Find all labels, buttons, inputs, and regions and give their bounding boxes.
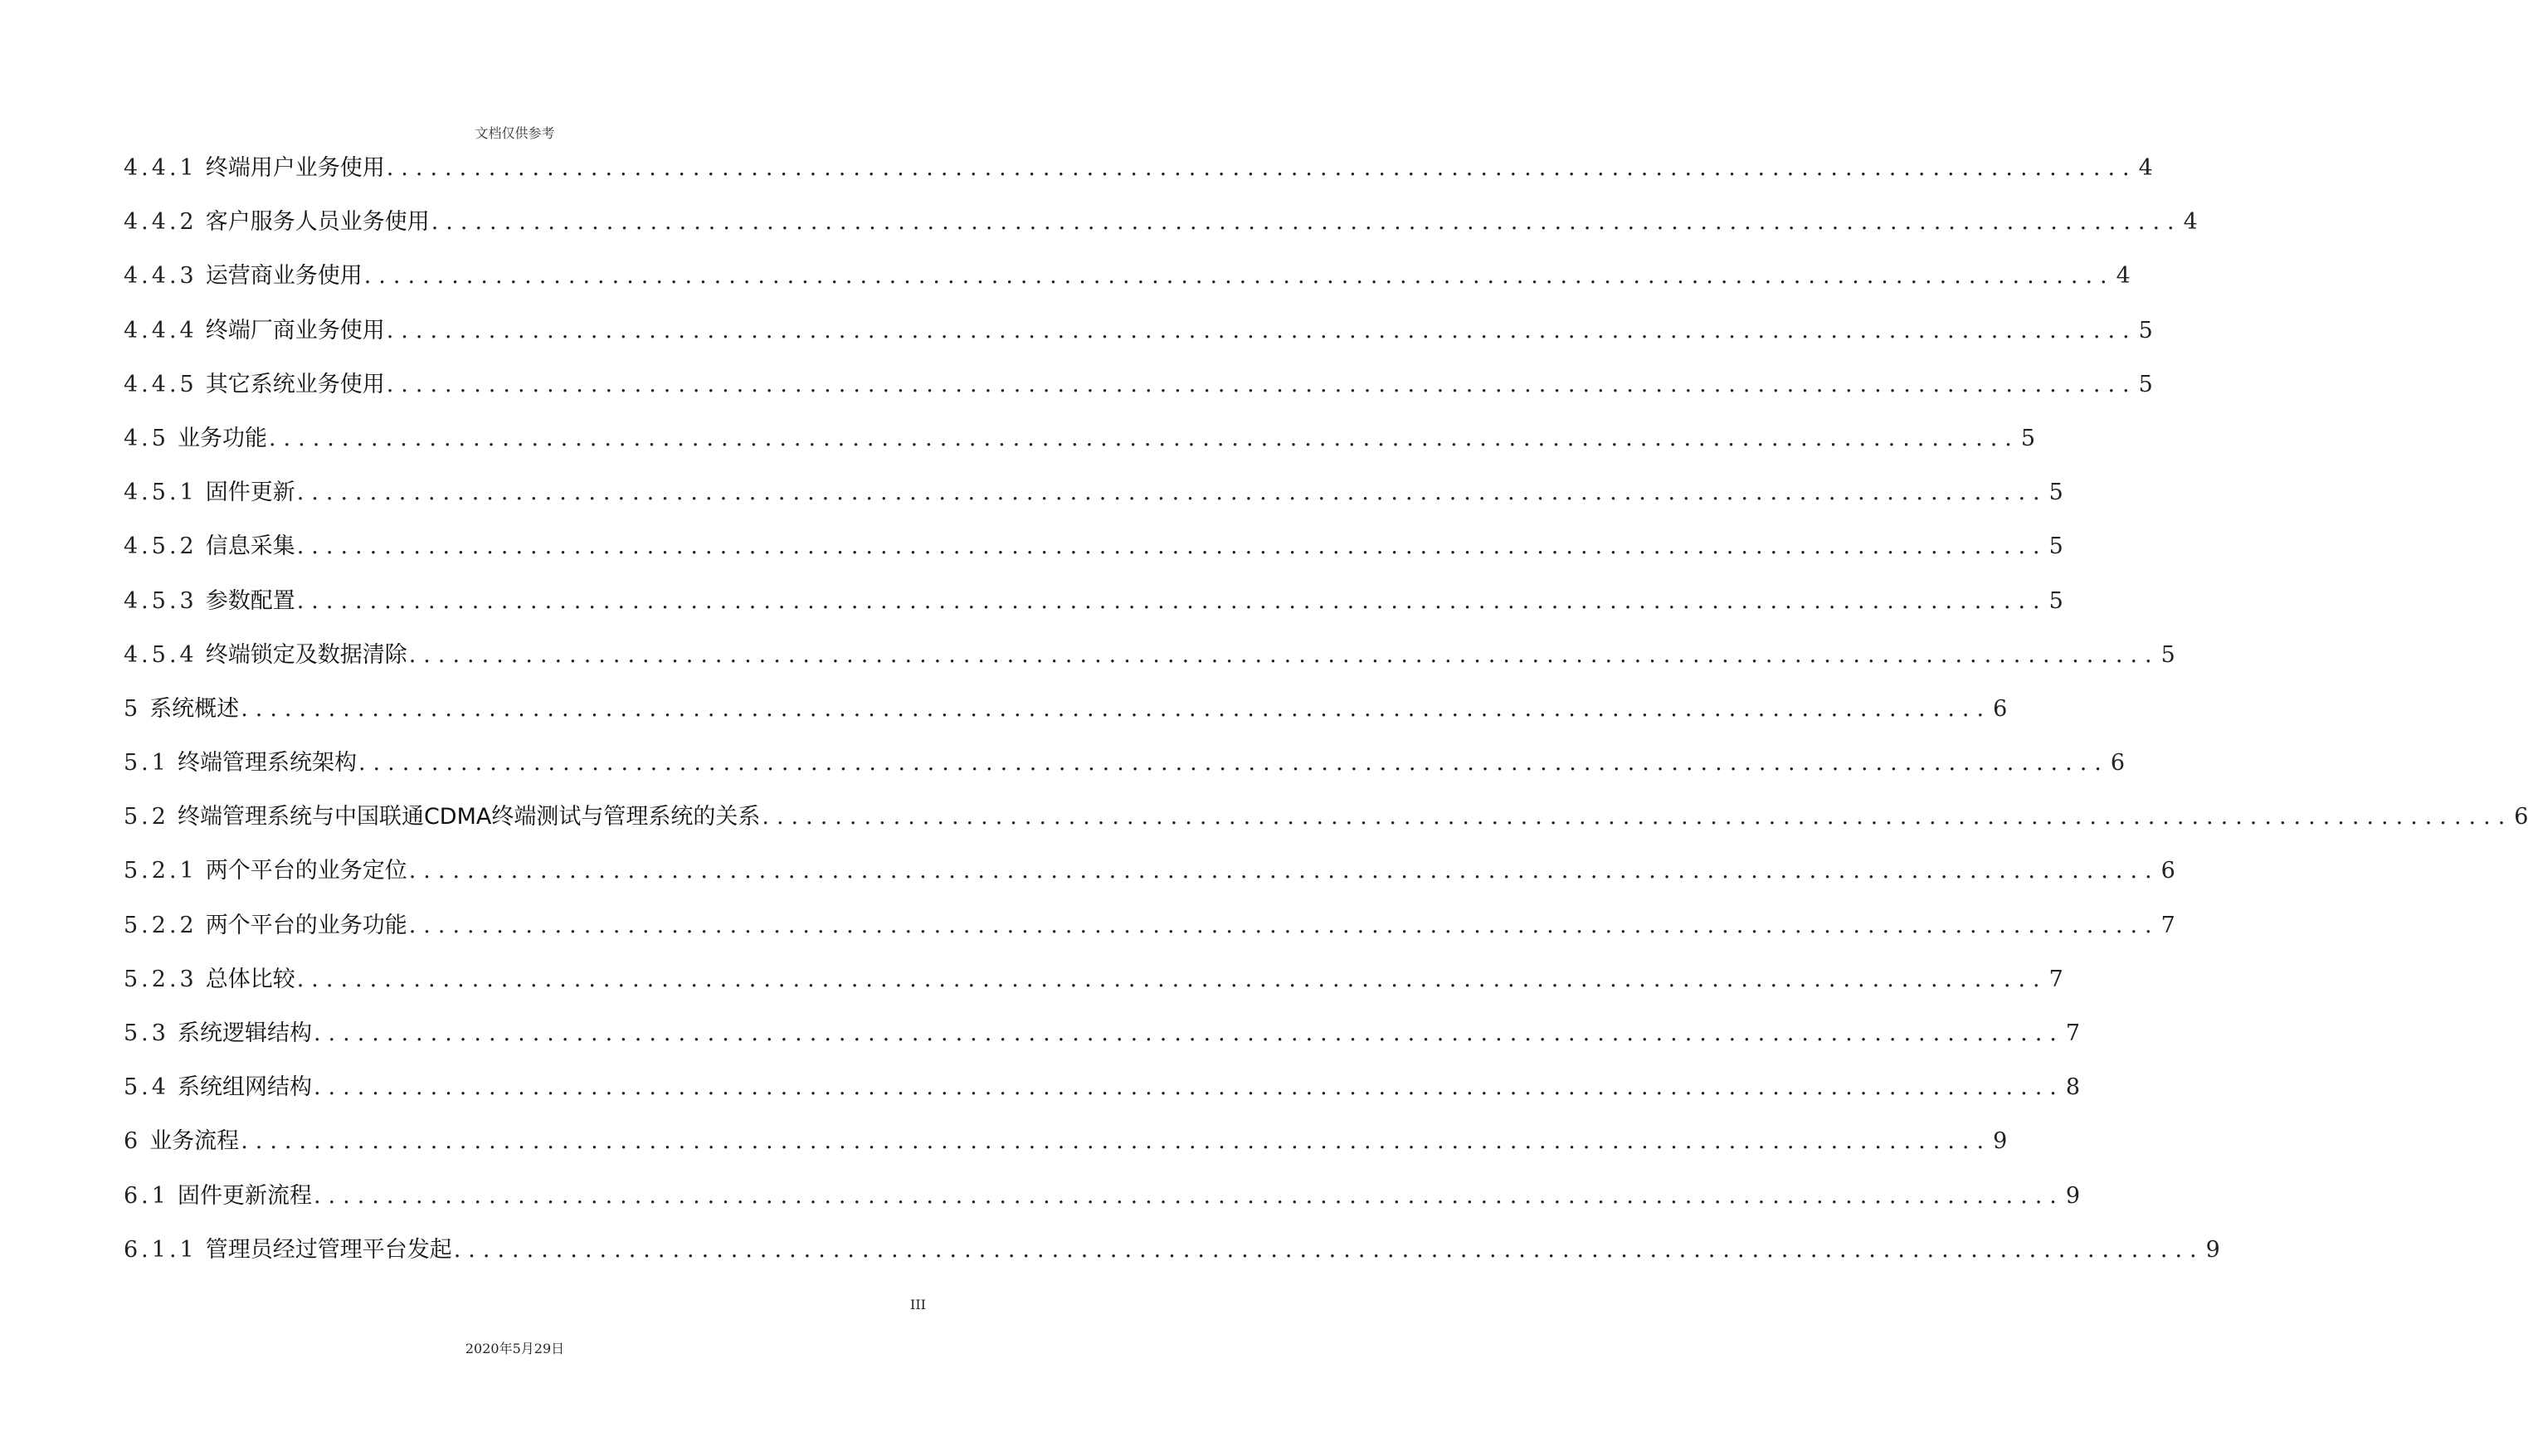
toc-entry-page: 7 xyxy=(2160,912,2175,938)
toc-entry-page: 7 xyxy=(2048,966,2063,992)
toc-entry-number: 4.5.2 xyxy=(124,533,197,560)
toc-entry-number: 4.5.1 xyxy=(124,480,197,506)
toc-entry-title: 总体比较 xyxy=(205,966,295,992)
toc-entry-title: 固件更新流程 xyxy=(177,1182,312,1209)
toc-entry-page: 5 xyxy=(2048,587,2063,614)
toc-dot-leader: ........................................................................................................................ xyxy=(296,587,2048,614)
toc-dot-leader: ........................................................................................................................ xyxy=(296,966,2048,992)
toc-entry-number: 5.2.3 xyxy=(124,966,197,992)
toc-entry-page: 5 xyxy=(2048,533,2063,560)
toc-entry-title: 两个平台的业务功能 xyxy=(205,912,407,938)
toc-entry-page: 5 xyxy=(2138,317,2153,343)
toc-dot-leader: ........................................................................................................................ xyxy=(363,263,2115,290)
toc-entry-title: 系统逻辑结构 xyxy=(177,1020,312,1046)
toc-dot-leader: ........................................................................................................................ xyxy=(762,804,2513,830)
toc-entry-page: 9 xyxy=(2065,1182,2081,1209)
toc-entry-page: 8 xyxy=(2065,1074,2081,1101)
toc-entry[interactable] xyxy=(124,418,2036,472)
toc-entry-number: 5.3 xyxy=(124,1020,169,1046)
toc-entry[interactable] xyxy=(124,850,2175,904)
toc-entry-page: 9 xyxy=(1993,1128,2008,1155)
page-header: 文档仅供参考 xyxy=(475,125,555,141)
toc-entry-page: 5 xyxy=(2160,641,2175,668)
toc-entry-page: 6 xyxy=(2160,858,2175,884)
toc-entry-page: 6 xyxy=(2514,804,2528,830)
toc-entry-page: 5 xyxy=(2020,425,2036,451)
toc-entry[interactable] xyxy=(124,959,2063,1013)
toc-entry-title: 终端锁定及数据清除 xyxy=(205,641,407,668)
toc-dot-leader: ........................................................................................................................ xyxy=(313,1020,2064,1046)
toc-entry-number: 4.5 xyxy=(124,425,169,451)
toc-entry-number: 6.1 xyxy=(124,1182,169,1209)
toc-entry-title: 客户服务人员业务使用 xyxy=(205,209,430,236)
toc-dot-leader: ........................................................................................................................ xyxy=(453,1236,2204,1263)
toc-entry-number: 5.2.1 xyxy=(124,858,197,884)
toc-entry-title: 参数配置 xyxy=(205,587,295,614)
toc-entry-number: 4.4.5 xyxy=(124,371,197,397)
toc-entry[interactable] xyxy=(124,1121,2008,1175)
toc-entry[interactable] xyxy=(124,526,2063,580)
toc-entry-title: 终端厂商业务使用 xyxy=(205,317,385,343)
toc-entry-title: 其它系统业务使用 xyxy=(205,371,385,397)
toc-entry-page: 4 xyxy=(2183,209,2198,236)
table-of-contents xyxy=(124,148,2528,1283)
toc-entry-title: 终端用户业务使用 xyxy=(205,155,385,181)
toc-dot-leader: ........................................................................................................................ xyxy=(313,1074,2064,1101)
toc-entry-title: 系统概述 xyxy=(149,695,240,722)
toc-entry[interactable] xyxy=(124,689,2008,743)
toc-entry-page: 5 xyxy=(2138,371,2153,397)
toc-entry-number: 4.5.3 xyxy=(124,587,197,614)
toc-entry-page: 4 xyxy=(2116,263,2131,290)
toc-entry[interactable] xyxy=(124,472,2063,526)
toc-entry-number: 5.2 xyxy=(124,804,169,830)
toc-entry-title: 信息采集 xyxy=(205,533,295,560)
toc-entry[interactable] xyxy=(124,581,2063,635)
toc-entry[interactable] xyxy=(124,310,2153,364)
toc-entry[interactable] xyxy=(124,1013,2081,1067)
toc-dot-leader: ........................................................................................................................ xyxy=(358,750,2109,777)
toc-dot-leader: ........................................................................................................................ xyxy=(296,533,2048,560)
toc-entry[interactable] xyxy=(124,364,2153,418)
toc-entry[interactable] xyxy=(124,202,2198,256)
toc-entry-number: 5 xyxy=(124,695,142,722)
toc-dot-leader: ........................................................................................................................ xyxy=(386,371,2137,397)
toc-entry-number: 4.4.2 xyxy=(124,209,197,236)
toc-entry-title: 管理员经过管理平台发起 xyxy=(205,1236,452,1263)
toc-dot-leader: ........................................................................................................................ xyxy=(313,1182,2064,1209)
toc-dot-leader: ........................................................................................................................ xyxy=(408,912,2160,938)
toc-entry-number: 4.4.1 xyxy=(124,155,197,181)
page-footer-date: 2020年5月29日 xyxy=(465,1341,565,1356)
toc-entry-page: 6 xyxy=(1993,695,2008,722)
toc-entry-number: 6 xyxy=(124,1128,142,1155)
toc-entry-title: 终端管理系统与中国联通CDMA终端测试与管理系统的关系 xyxy=(177,804,761,830)
toc-entry-number: 5.4 xyxy=(124,1074,169,1101)
toc-entry[interactable] xyxy=(124,905,2175,959)
toc-entry-title: 业务流程 xyxy=(149,1128,240,1155)
toc-entry[interactable] xyxy=(124,256,2131,309)
toc-entry-page: 7 xyxy=(2065,1020,2081,1046)
toc-entry[interactable] xyxy=(124,1230,2220,1283)
toc-dot-leader: ........................................................................................................................ xyxy=(241,1128,1992,1155)
toc-entry-page: 9 xyxy=(2205,1236,2220,1263)
toc-entry-number: 5.1 xyxy=(124,750,169,777)
toc-entry-number: 6.1.1 xyxy=(124,1236,197,1263)
toc-entry[interactable] xyxy=(124,796,2528,850)
toc-entry[interactable] xyxy=(124,635,2175,689)
toc-entry-title: 系统组网结构 xyxy=(177,1074,312,1101)
toc-entry-page: 6 xyxy=(2110,750,2126,777)
toc-entry-number: 4.4.4 xyxy=(124,317,197,343)
toc-entry-title: 两个平台的业务定位 xyxy=(205,858,407,884)
page-number: III xyxy=(910,1297,926,1312)
toc-entry-title: 终端管理系统架构 xyxy=(177,750,357,777)
toc-entry[interactable] xyxy=(124,148,2153,202)
toc-entry-number: 4.5.4 xyxy=(124,641,197,668)
toc-dot-leader: ........................................................................................................................ xyxy=(241,695,1992,722)
toc-dot-leader: ........................................................................................................................ xyxy=(268,425,2019,451)
toc-dot-leader: ........................................................................................................................ xyxy=(431,209,2182,236)
toc-dot-leader: ........................................................................................................................ xyxy=(386,317,2137,343)
toc-entry-page: 5 xyxy=(2048,480,2063,506)
toc-entry-page: 4 xyxy=(2138,155,2153,181)
toc-dot-leader: ........................................................................................................................ xyxy=(408,641,2160,668)
toc-entry-title: 业务功能 xyxy=(177,425,267,451)
toc-entry-number: 5.2.2 xyxy=(124,912,197,938)
toc-dot-leader: ........................................................................................................................ xyxy=(296,480,2048,506)
toc-dot-leader: ........................................................................................................................ xyxy=(386,155,2137,181)
toc-dot-leader: ........................................................................................................................ xyxy=(408,858,2160,884)
toc-entry-title: 固件更新 xyxy=(205,480,295,506)
toc-entry[interactable] xyxy=(124,1176,2081,1230)
toc-entry-title: 运营商业务使用 xyxy=(205,263,363,290)
toc-entry[interactable] xyxy=(124,1067,2081,1121)
toc-entry-number: 4.4.3 xyxy=(124,263,197,290)
toc-entry[interactable] xyxy=(124,743,2126,796)
